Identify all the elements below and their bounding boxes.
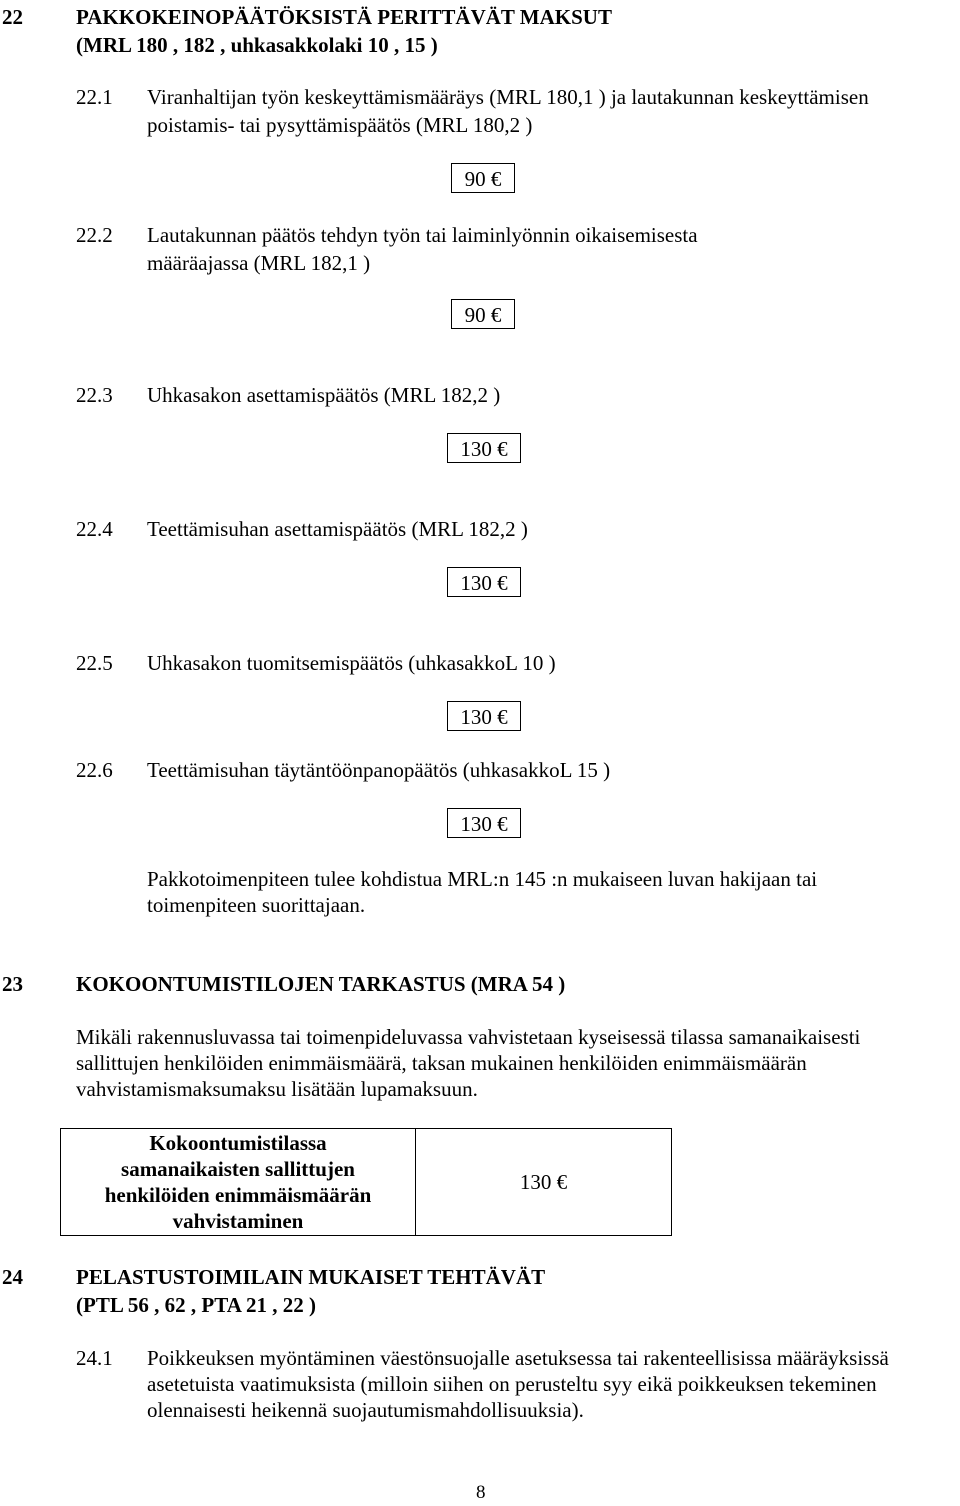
item-text-22-2: Lautakunnan päätös tehdyn työn tai laiminlyönnin oikaisemisesta [147,223,698,247]
fee-table-label-line3: henkilöiden enimmäismäärän [104,1183,372,1207]
section22-note-cont: toimenpiteen suorittajaan. [147,893,366,917]
item-number-22-6: 22.6 [76,758,113,782]
item-text-24-1: Poikkeuksen myöntäminen väestönsuojalle asetuksessa tai rakenteellisissa määräyksissä [147,1346,889,1370]
section23-paragraph-line3: vahvistamismaksumaksu lisätään lupamaksuun. [76,1077,478,1101]
fee-table-amount: 130 € [519,1170,568,1194]
item-text-22-3: Uhkasakon asettamispäätös (MRL 182,2 ) [147,383,501,407]
section-title-23: KOKOONTUMISTILOJEN TARKASTUS (MRA 54 ) [76,972,566,996]
section23-paragraph-line2: sallittujen henkilöiden enimmäismäärä, taksan mukainen henkilöiden enimmäismäärän [76,1051,807,1075]
item-text-22-1-cont: poistamis- tai pysyttämispäätös (MRL 180,2 ) [147,113,533,137]
item-number-22-3: 22.3 [76,383,113,407]
section-number-24: 24 [2,1265,23,1289]
item-number-22-4: 22.4 [76,517,113,541]
section23-paragraph-line1: Mikäli rakennusluvassa tai toimenpideluvassa vahvistetaan kyseisessä tilassa samanaikaisesti [76,1025,861,1049]
section-number-23: 23 [2,972,23,996]
fee-table-23 [60,1128,672,1236]
fee-box-22-6: 130 € [447,808,521,838]
section-number-22: 22 [2,5,23,29]
section-title-22: PAKKOKEINOPÄÄTÖKSISTÄ PERITTÄVÄT MAKSUT [76,5,612,29]
item-number-22-5: 22.5 [76,651,113,675]
section-title-22-refs: (MRL 180 , 182 , uhkasakkolaki 10 , 15 ) [76,33,438,57]
section-title-24: PELASTUSTOIMILAIN MUKAISET TEHTÄVÄT [76,1265,546,1289]
fee-table-label-line2: samanaikaisten sallittujen [121,1157,355,1181]
section22-note: Pakkotoimenpiteen tulee kohdistua MRL:n 145 :n mukaiseen luvan hakijaan tai [147,867,818,891]
item-text-22-2-cont: määräajassa (MRL 182,1 ) [147,251,371,275]
item-text-24-1-line2: asetetuista vaatimuksista (milloin siihen on perusteltu syy eikä poikkeuksen tekeminen [147,1372,877,1396]
fee-table-label [61,1129,416,1235]
fee-box-22-4: 130 € [447,567,521,597]
fee-box-22-3: 130 € [447,433,521,463]
section-title-24-refs: (PTL 56 , 62 , PTA 21 , 22 ) [76,1293,316,1317]
item-number-24-1: 24.1 [76,1346,113,1370]
fee-box-22-2: 90 € [451,299,515,329]
item-text-22-6: Teettämisuhan täytäntöönpanopäätös (uhkasakkoL 15 ) [147,758,611,782]
item-text-24-1-line3: olennaisesti heikennä suojautumismahdollisuuksia). [147,1398,584,1422]
fee-box-22-5: 130 € [447,701,521,731]
fee-table-label-line4: vahvistaminen [172,1209,304,1233]
item-text-22-1: Viranhaltijan työn keskeyttämismääräys (MRL 180,1 ) ja lautakunnan keskeyttämisen [147,85,869,109]
fee-box-22-1: 90 € [451,163,515,193]
item-text-22-4: Teettämisuhan asettamispäätös (MRL 182,2 ) [147,517,528,541]
page-number: 8 [476,1482,486,1503]
fee-table-label-line1: Kokoontumistilassa [149,1131,327,1155]
item-text-22-5: Uhkasakon tuomitsemispäätös (uhkasakkoL 10 ) [147,651,556,675]
item-number-22-1: 22.1 [76,85,113,109]
item-number-22-2: 22.2 [76,223,113,247]
